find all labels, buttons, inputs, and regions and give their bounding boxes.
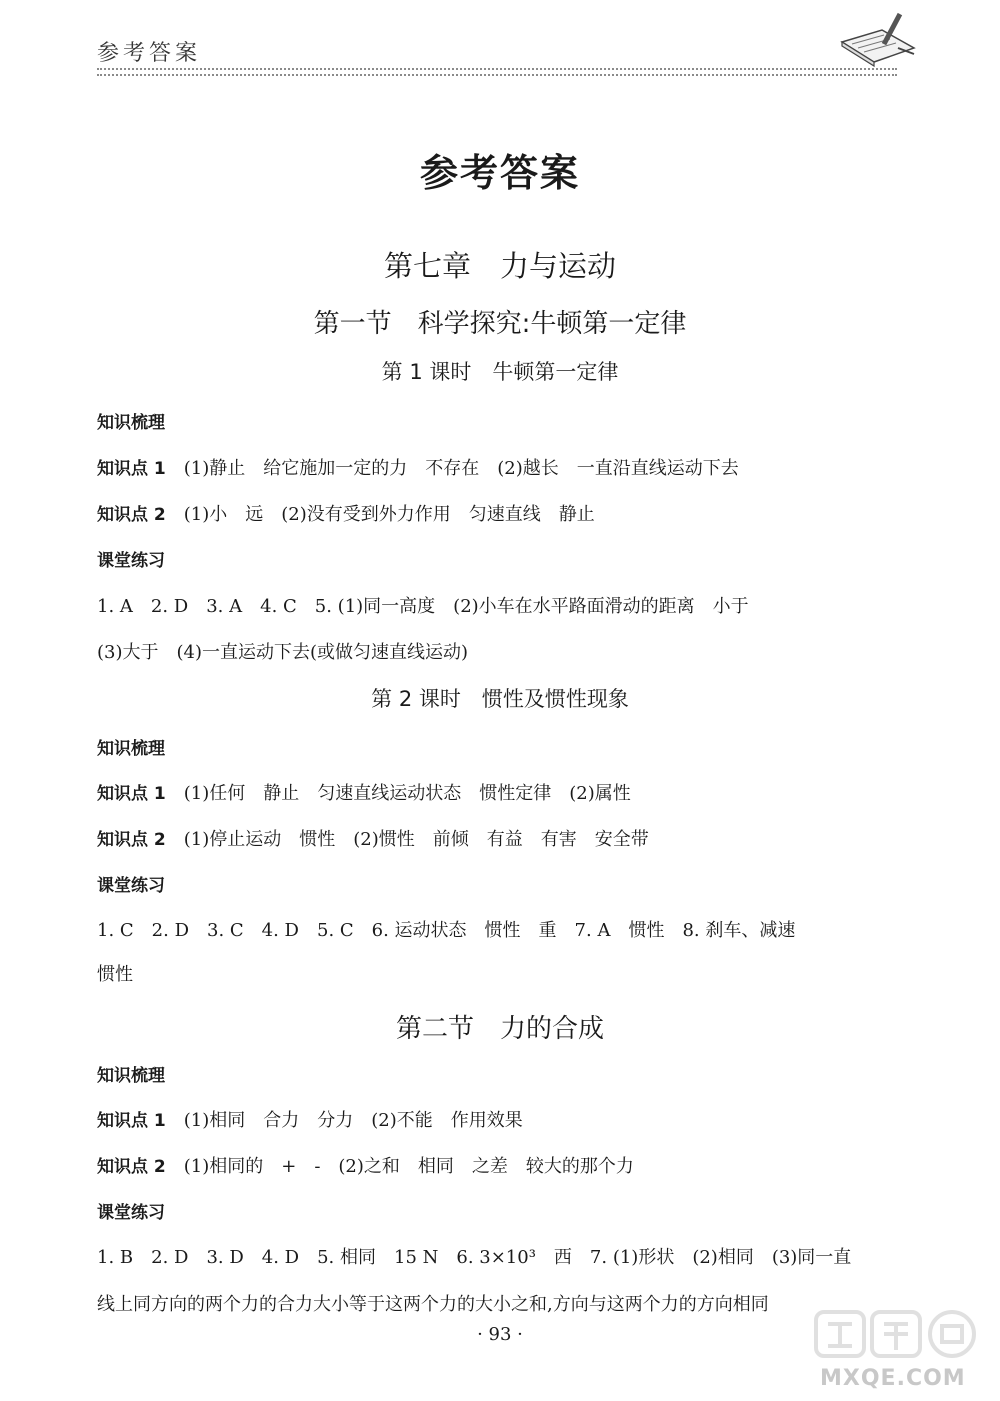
knowledge-point-line bbox=[97, 779, 907, 805]
answer-line: 1. B 2. D 3. D 4. D 5. 相同 15 N 6. 3×10³ 西 7. (1)形状 (2)相同 (3)同一直 bbox=[97, 1247, 852, 1268]
knowledge-point-text: (1)相同的 + - (2)之和 相同 之差 较大的那个力 bbox=[183, 1156, 634, 1177]
header-rule bbox=[97, 68, 897, 70]
answer-line: (3)大于 (4)一直运动下去(或做匀速直线运动) bbox=[97, 642, 469, 663]
knowledge-point-label: 知识点 2 bbox=[97, 1157, 166, 1177]
section-title: 第一节 科学探究:牛顿第一定律 bbox=[313, 309, 687, 339]
knowledge-point-text: (1)停止运动 惯性 (2)惯性 前倾 有益 有害 安全带 bbox=[183, 829, 649, 850]
knowledge-point-line bbox=[97, 454, 907, 480]
knowledge-point-line bbox=[97, 825, 907, 851]
knowledge-point-label: 知识点 1 bbox=[97, 784, 166, 804]
running-header-title: 参考答案 bbox=[97, 41, 202, 66]
knowledge-point-label: 知识点 2 bbox=[97, 830, 166, 850]
answer-line: 惯性 bbox=[97, 964, 133, 985]
knowledge-point-line bbox=[97, 1152, 907, 1178]
watermark-url: MXQE.COM bbox=[820, 1366, 966, 1391]
section-title: 第二节 力的合成 bbox=[395, 1014, 604, 1044]
knowledge-point-text: (1)静止 给它施加一定的力 不存在 (2)越长 一直沿直线运动下去 bbox=[183, 458, 739, 479]
knowledge-point-line bbox=[97, 1106, 907, 1132]
lesson-title: 第 2 课时 惯性及惯性现象 bbox=[371, 687, 629, 711]
answer-line: 1. A 2. D 3. A 4. C 5. (1)同一高度 (2)小车在水平路面滑动的距离 小于 bbox=[97, 596, 749, 617]
knowledge-heading: 知识梳理 bbox=[97, 413, 165, 433]
page-number: · 93 · bbox=[477, 1324, 523, 1345]
practice-heading: 课堂练习 bbox=[97, 1203, 165, 1223]
chapter-title: 第七章 力与运动 bbox=[383, 249, 616, 283]
knowledge-point-text: (1)任何 静止 匀速直线运动状态 惯性定律 (2)属性 bbox=[183, 783, 631, 804]
answer-line: 线上同方向的两个力的合力大小等于这两个力的大小之和,方向与这两个力的方向相同 bbox=[97, 1294, 769, 1315]
practice-heading: 课堂练习 bbox=[97, 876, 165, 896]
knowledge-point-line bbox=[97, 500, 907, 526]
answer-line: 1. C 2. D 3. C 4. D 5. C 6. 运动状态 惯性 重 7. A 惯性 8. 刹车、减速 bbox=[97, 920, 796, 941]
notebook-pen-icon bbox=[838, 8, 918, 68]
knowledge-heading: 知识梳理 bbox=[97, 1066, 165, 1086]
header-rule-secondary bbox=[97, 74, 897, 76]
lesson-title: 第 1 课时 牛顿第一定律 bbox=[381, 360, 619, 384]
page-title: 参考答案 bbox=[419, 151, 580, 195]
knowledge-heading: 知识梳理 bbox=[97, 739, 165, 759]
knowledge-point-text: (1)小 远 (2)没有受到外力作用 匀速直线 静止 bbox=[183, 504, 595, 525]
knowledge-point-label: 知识点 1 bbox=[97, 1111, 166, 1131]
practice-heading: 课堂练习 bbox=[97, 551, 165, 571]
knowledge-point-text: (1)相同 合力 分力 (2)不能 作用效果 bbox=[183, 1110, 523, 1131]
knowledge-point-label: 知识点 2 bbox=[97, 505, 166, 525]
knowledge-point-label: 知识点 1 bbox=[97, 459, 166, 479]
